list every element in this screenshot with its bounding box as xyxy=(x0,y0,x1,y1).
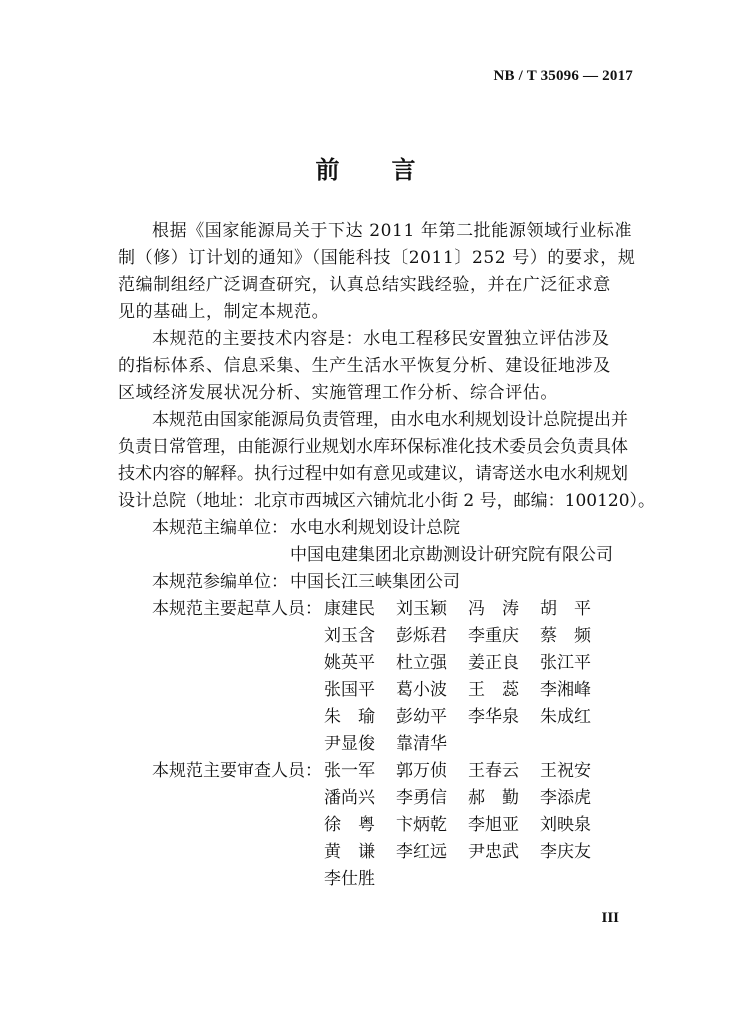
chief-editor-unit: 中国电建集团北京勘测设计研究院有限公司 xyxy=(290,545,613,565)
chief-editor-row xyxy=(152,542,638,569)
page-number: III xyxy=(601,910,619,926)
drafter-name: 张国平 xyxy=(324,680,375,700)
reviewers-row xyxy=(152,785,638,812)
text-line: 见的基础上，制定本规范。 xyxy=(118,302,330,322)
drafter-name: 刘玉含 xyxy=(324,626,375,646)
drafter-name: 朱 瑜 xyxy=(324,707,375,727)
reviewer-name: 李红远 xyxy=(396,842,447,862)
drafter-name: 彭烁君 xyxy=(396,626,447,646)
reviewers-label: 本规范主要审查人员： xyxy=(152,761,322,781)
reviewer-name: 郭万侦 xyxy=(396,761,447,781)
text-line: 区域经济发展状况分析、实施管理工作分析、综合评估。 xyxy=(118,383,558,403)
page-title xyxy=(0,150,731,185)
reviewer-name: 王春云 xyxy=(468,761,519,781)
reviewer-name: 潘尚兴 xyxy=(324,788,375,808)
drafters-label: 本规范主要起草人员： xyxy=(152,599,322,619)
text-line: 范编制组经广泛调查研究，认真总结实践经验，并在广泛征求意 xyxy=(118,275,611,295)
paragraph-content xyxy=(118,326,638,407)
drafter-name: 姜正良 xyxy=(468,653,519,673)
text-line: 的指标体系、信息采集、生产生活水平恢复分析、建设征地涉及 xyxy=(118,356,611,376)
drafter-name: 葛小波 xyxy=(396,680,447,700)
reviewer-name: 张一军 xyxy=(324,761,375,781)
title-char-1: 前 xyxy=(315,155,340,184)
drafter-name: 尹显俊 xyxy=(324,734,375,754)
reviewer-name: 卞炳乾 xyxy=(396,815,447,835)
drafter-name: 姚英平 xyxy=(324,653,375,673)
text-line: 制（修）订计划的通知》（国能科技〔2011〕252 号）的要求，规 xyxy=(118,248,636,268)
drafters-row xyxy=(152,596,638,623)
reviewer-name: 刘映泉 xyxy=(540,815,591,835)
reviewer-name: 尹忠武 xyxy=(468,842,519,862)
text-line: 负责日常管理，由能源行业规划水库环保标准化技术委员会负责具体 xyxy=(118,437,628,457)
drafter-name: 靠清华 xyxy=(396,734,447,754)
drafter-name: 李重庆 xyxy=(468,626,519,646)
reviewer-name: 李庆友 xyxy=(540,842,591,862)
reviewers-row xyxy=(152,866,638,893)
chief-editor-label: 本规范主编单位： xyxy=(152,518,288,538)
paragraph-management xyxy=(118,407,656,515)
drafter-name: 张江平 xyxy=(540,653,591,673)
reviewer-name: 李勇信 xyxy=(396,788,447,808)
document-body xyxy=(118,218,656,893)
reviewers-row xyxy=(152,812,638,839)
reviewer-name: 李添虎 xyxy=(540,788,591,808)
text-line: 设计总院（地址：北京市西城区六铺炕北小街 2 号，邮编：100120）。 xyxy=(118,491,656,511)
text-line: 本规范由国家能源局负责管理，由水电水利规划设计总院提出并 xyxy=(152,410,628,430)
drafter-name: 胡 平 xyxy=(540,599,591,619)
drafters-row xyxy=(152,677,638,704)
title-char-2: 言 xyxy=(391,155,416,184)
reviewer-name: 李仕胜 xyxy=(324,869,375,889)
reviewer-name: 王祝安 xyxy=(540,761,591,781)
drafter-name: 冯 涛 xyxy=(468,599,519,619)
drafters-row xyxy=(152,704,638,731)
standard-number: NB / T 35096 — 2017 xyxy=(493,68,633,84)
drafters-row xyxy=(152,650,638,677)
participating-editor-unit: 中国长江三峡集团公司 xyxy=(290,572,460,592)
reviewers-row xyxy=(152,839,638,866)
reviewer-name: 李旭亚 xyxy=(468,815,519,835)
reviewer-name: 郝 勤 xyxy=(468,788,519,808)
drafters-row xyxy=(152,731,638,758)
text-line: 技术内容的解释。执行过程中如有意见或建议，请寄送水电水利规划 xyxy=(118,464,628,484)
drafter-name: 李湘峰 xyxy=(540,680,591,700)
reviewer-name: 黄 谦 xyxy=(324,842,375,862)
chief-editor-unit: 水电水利规划设计总院 xyxy=(290,518,460,538)
drafter-name: 李华泉 xyxy=(468,707,519,727)
paragraph-basis xyxy=(118,218,638,326)
drafter-name: 王 蕊 xyxy=(468,680,519,700)
drafter-name: 刘玉颖 xyxy=(396,599,447,619)
drafter-name: 蔡 频 xyxy=(540,626,591,646)
text-line: 本规范的主要技术内容是：水电工程移民安置独立评估涉及 xyxy=(152,329,610,349)
text-line: 根据《国家能源局关于下达 2011 年第二批能源领域行业标准 xyxy=(152,221,633,241)
participating-editor-label: 本规范参编单位： xyxy=(152,572,288,592)
drafter-name: 彭幼平 xyxy=(396,707,447,727)
drafter-name: 杜立强 xyxy=(396,653,447,673)
drafters-row xyxy=(152,623,638,650)
drafter-name: 康建民 xyxy=(324,599,375,619)
reviewer-name: 徐 粤 xyxy=(324,815,375,835)
reviewers-row xyxy=(152,758,638,785)
drafter-name: 朱成红 xyxy=(540,707,591,727)
participating-editor-row xyxy=(152,569,638,596)
chief-editor-row xyxy=(152,515,638,542)
